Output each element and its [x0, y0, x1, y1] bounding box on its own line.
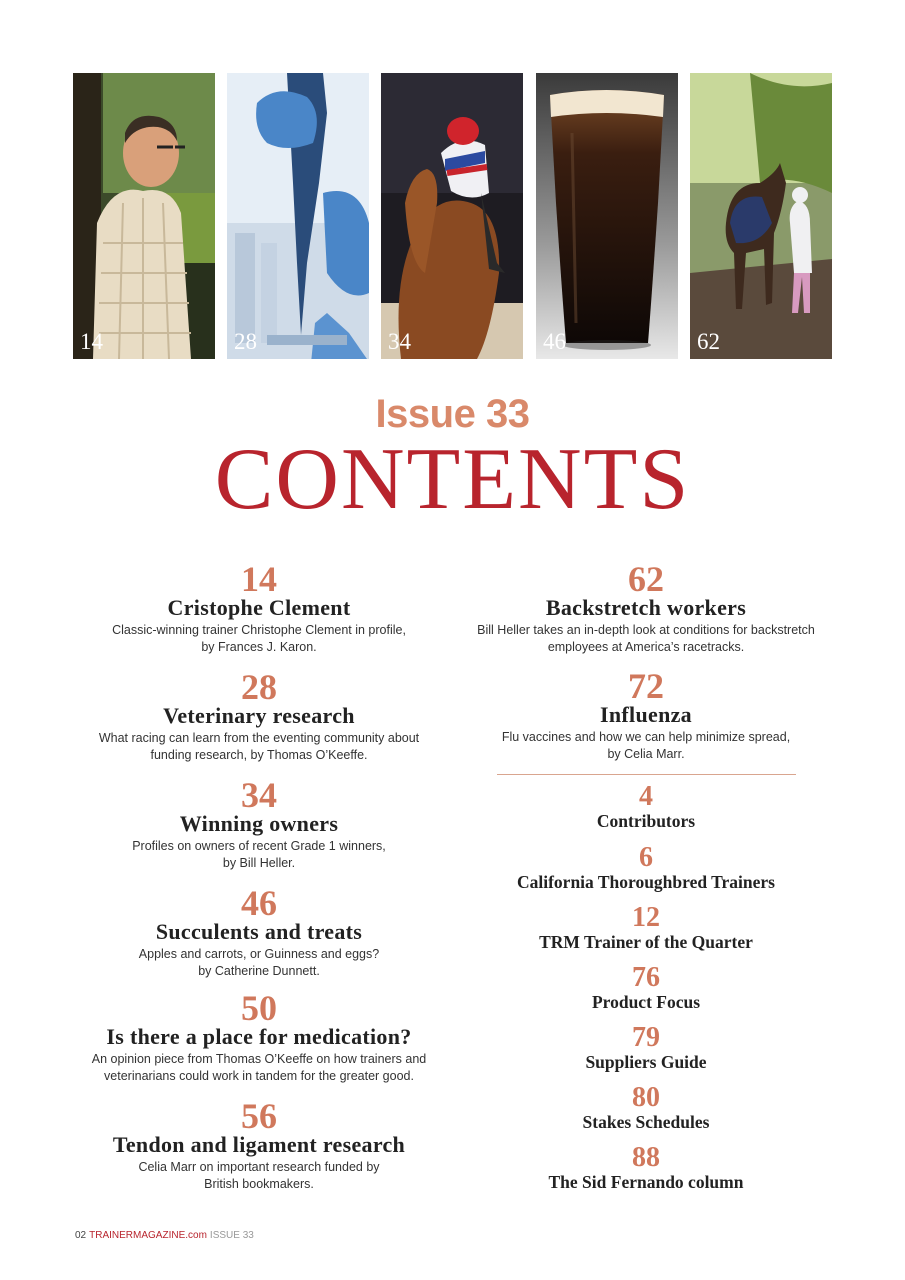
photo-jockey-race: [381, 73, 523, 359]
feature-desc-line: What racing can learn from the eventing community about: [98, 731, 420, 745]
feature-title: Succulents and treats: [155, 919, 363, 944]
photo-page-number: 14: [80, 329, 103, 354]
department-page-number: 76: [632, 962, 660, 993]
photo-strip: [73, 73, 832, 359]
feature-page-number: 62: [628, 559, 664, 599]
feature-page-number: 28: [241, 667, 277, 707]
feature-desc-line: veterinarians could work in tandem for the greater good.: [104, 1069, 414, 1083]
feature-item[interactable]: [72, 988, 446, 1085]
feature-page-number: 50: [241, 988, 277, 1028]
department-page-number: 88: [632, 1142, 660, 1173]
trainer-portrait-image: [73, 73, 215, 359]
department-item[interactable]: [458, 962, 834, 1013]
department-item[interactable]: [458, 902, 834, 953]
department-page-number: 4: [639, 781, 653, 812]
department-title: Product Focus: [591, 992, 701, 1012]
department-title: Suppliers Guide: [585, 1052, 707, 1072]
department-page-number: 12: [632, 902, 660, 933]
photo-stout-pint: [536, 73, 678, 359]
photo-trainer-portrait: [73, 73, 215, 359]
photo-page-number: 46: [543, 329, 566, 354]
stout-pint-image: [536, 73, 678, 359]
department-title: Stakes Schedules: [582, 1112, 710, 1132]
department-title: Contributors: [596, 811, 696, 831]
photo-lab-pipette: [227, 73, 369, 359]
feature-title: Tendon and ligament research: [112, 1132, 406, 1157]
department-item[interactable]: [458, 1082, 834, 1133]
footer-issue: ISSUE 33: [209, 1230, 254, 1241]
feature-desc-line: British bookmakers.: [204, 1177, 314, 1191]
department-item[interactable]: [458, 1142, 834, 1193]
photo-backstretch-groom: [690, 73, 832, 359]
issue-label: Issue 33: [375, 392, 530, 436]
feature-desc-line: An opinion piece from Thomas O’Keeffe on how trainers and: [91, 1052, 427, 1066]
feature-title: Veterinary research: [163, 703, 355, 728]
feature-item[interactable]: [72, 775, 446, 872]
feature-item[interactable]: [72, 667, 446, 764]
feature-title: Influenza: [600, 702, 692, 727]
backstretch-groom-image: [690, 73, 832, 359]
feature-item[interactable]: [72, 559, 446, 656]
feature-page-number: 14: [241, 559, 277, 599]
feature-page-number: 72: [628, 666, 664, 706]
page-title: CONTENTS: [214, 431, 691, 528]
feature-desc-line: Flu vaccines and how we can help minimize spread,: [501, 730, 791, 744]
department-title: The Sid Fernando column: [548, 1172, 744, 1192]
feature-page-number: 56: [241, 1096, 277, 1136]
department-title: California Thoroughbred Trainers: [516, 872, 775, 892]
feature-title: Backstretch workers: [545, 595, 747, 620]
feature-desc-line: Bill Heller takes an in-depth look at conditions for backstretch: [477, 623, 815, 637]
department-item[interactable]: [458, 781, 834, 832]
feature-item[interactable]: [458, 559, 834, 656]
feature-title: Cristophe Clement: [167, 595, 351, 620]
department-item[interactable]: [458, 842, 834, 893]
feature-desc-line: funding research, by Thomas O’Keeffe.: [150, 748, 368, 762]
jockey-race-image: [381, 73, 523, 359]
feature-desc-line: Classic-winning trainer Christophe Clement in profile,: [112, 623, 406, 637]
photo-page-number: 34: [388, 329, 411, 354]
feature-desc-line: by Frances J. Karon.: [201, 640, 317, 654]
photo-page-number: 62: [697, 329, 720, 354]
department-item[interactable]: [458, 1022, 834, 1073]
feature-desc-line: by Celia Marr.: [607, 747, 685, 761]
department-page-number: 79: [632, 1022, 660, 1053]
footer-site-link[interactable]: TRAINERMAGAZINE.com: [89, 1230, 207, 1241]
feature-title: Is there a place for medication?: [106, 1024, 412, 1049]
feature-desc-line: employees at America’s racetracks.: [547, 640, 745, 654]
feature-desc-line: by Catherine Dunnett.: [198, 964, 320, 978]
department-page-number: 6: [639, 842, 653, 873]
section-divider: [497, 774, 796, 775]
feature-item[interactable]: [458, 666, 834, 763]
feature-desc-line: Celia Marr on important research funded by: [138, 1160, 380, 1174]
lab-pipette-image: [227, 73, 369, 359]
footer-page-number: 02: [75, 1230, 87, 1241]
feature-item[interactable]: [72, 883, 446, 980]
photo-page-number: 28: [234, 329, 257, 354]
department-page-number: 80: [632, 1082, 660, 1113]
feature-desc-line: Profiles on owners of recent Grade 1 winners,: [132, 839, 386, 853]
feature-item[interactable]: [72, 1096, 446, 1193]
feature-page-number: 34: [241, 775, 277, 815]
page-footer: [75, 1230, 254, 1241]
feature-page-number: 46: [241, 883, 277, 923]
feature-desc-line: by Bill Heller.: [222, 856, 296, 870]
feature-title: Winning owners: [179, 811, 339, 836]
department-title: TRM Trainer of the Quarter: [539, 932, 753, 952]
feature-desc-line: Apples and carrots, or Guinness and eggs?: [138, 947, 380, 961]
